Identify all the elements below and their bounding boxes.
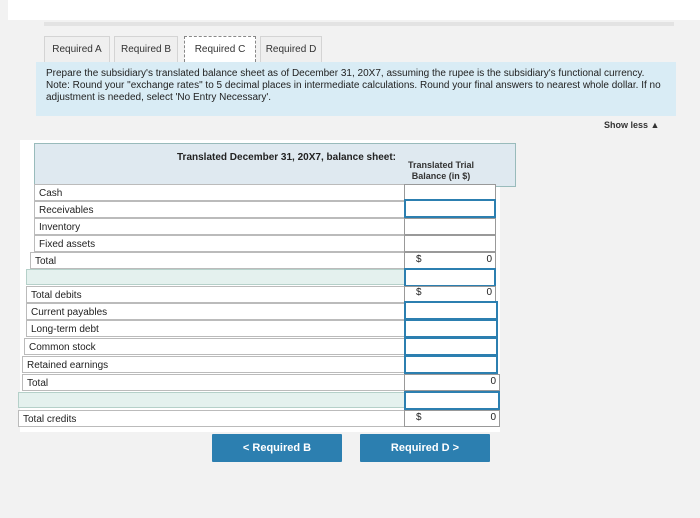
retained-earnings-value-input[interactable] <box>404 355 498 374</box>
long-term-debt-value-input[interactable] <box>404 319 498 338</box>
instructions-box <box>36 62 676 116</box>
receivables-value-input[interactable] <box>404 199 496 218</box>
adjustment-value-input[interactable] <box>404 268 496 287</box>
tab-required-c[interactable]: Required C <box>184 36 256 62</box>
row-inventory: Inventory <box>34 218 406 235</box>
divider <box>44 22 674 26</box>
row-retained-earnings: Retained earnings <box>22 356 406 373</box>
row-fixed-assets: Fixed assets <box>34 235 406 252</box>
row-total-credits: Total credits <box>18 410 406 427</box>
prev-required-b-button[interactable]: < Required B <box>212 434 342 462</box>
row-cash: Cash <box>34 184 406 201</box>
total-credits-currency: $ <box>416 412 422 423</box>
total-credits-value: 0 <box>490 412 496 423</box>
top-bar <box>8 0 700 20</box>
adjustment-2-value-input[interactable] <box>404 391 500 410</box>
next-required-d-button[interactable]: Required D > <box>360 434 490 462</box>
fixed-assets-value-input[interactable] <box>404 235 496 252</box>
adjustment-row-label[interactable] <box>26 269 408 285</box>
total-debits-currency: $ <box>416 287 422 298</box>
total-currency: $ <box>416 254 422 265</box>
tab-required-b[interactable]: Required B <box>114 36 178 62</box>
show-less-link[interactable]: Show less ▲ <box>604 120 660 130</box>
table-title: Translated December 31, 20X7, balance sheet: <box>177 152 396 163</box>
row-receivables: Receivables <box>34 201 406 218</box>
row-total-2: Total <box>22 374 406 391</box>
tab-required-a[interactable]: Required A <box>44 36 110 62</box>
adjustment-2-row-label[interactable] <box>18 392 406 408</box>
common-stock-value-input[interactable] <box>404 337 498 356</box>
row-current-payables: Current payables <box>26 303 406 320</box>
inventory-value-input[interactable] <box>404 218 496 235</box>
row-total-debits: Total debits <box>26 286 406 303</box>
current-payables-value-input[interactable] <box>404 301 498 320</box>
row-common-stock: Common stock <box>24 338 406 355</box>
row-total: Total <box>30 252 406 269</box>
instructions-note: Note: Round your "exchange rates" to 5 decimal places in intermediate calculations. Round your final answers to nearest whole dollar. If no adjustment is needed, select 'No Entry Necessary'. <box>46 80 661 103</box>
tab-required-d[interactable]: Required D <box>260 36 322 62</box>
total-debits-value: 0 <box>486 287 492 298</box>
total-2-value: 0 <box>490 376 496 387</box>
instructions-text: Prepare the subsidiary's translated balance sheet as of December 31, 20X7, assuming the rupee is the subsidiary's functional currency. <box>46 68 645 79</box>
table-header <box>34 143 516 187</box>
column-header: Translated Trial Balance (in $) <box>407 160 475 181</box>
total-value: 0 <box>486 254 492 265</box>
row-long-term-debt: Long-term debt <box>26 320 406 337</box>
